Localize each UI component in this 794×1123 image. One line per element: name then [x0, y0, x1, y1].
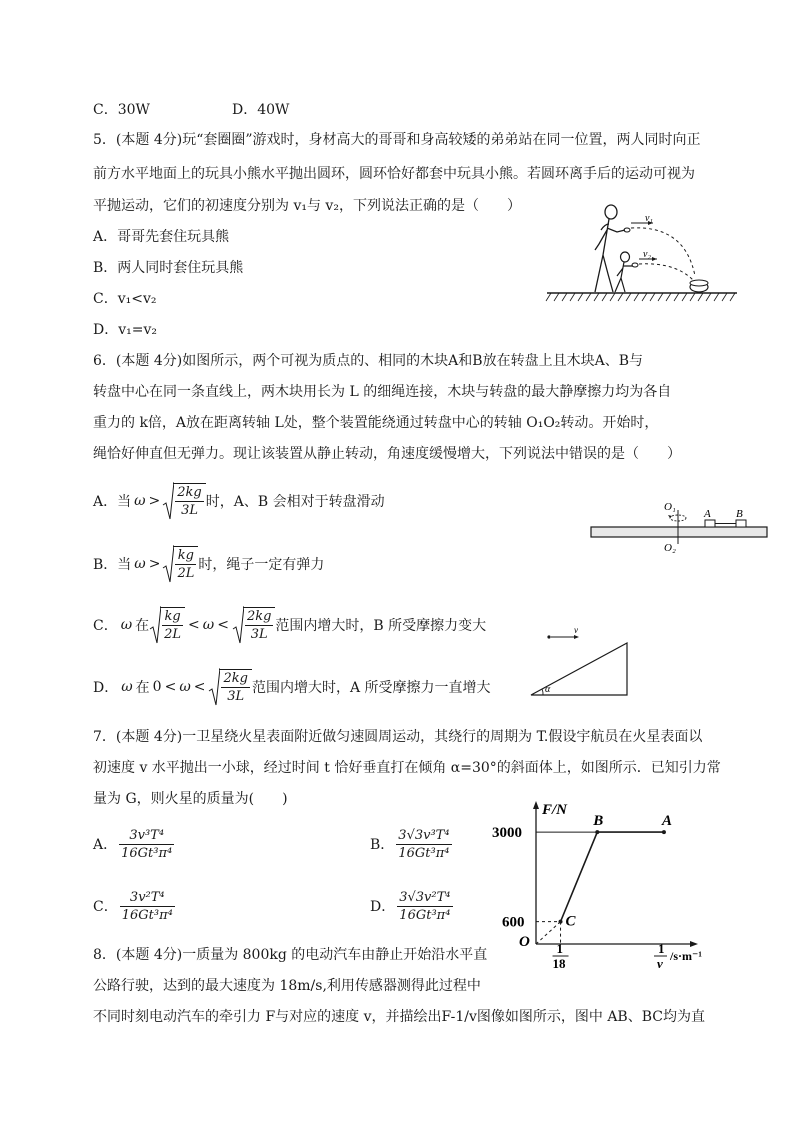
- q6-option-c[interactable]: C． ω 在 $\frac{kg}{2L}$ < ω < $\frac{2kg}{3L}$ 范围内增大时，B 所受摩擦力变大: [93, 604, 486, 646]
- q4-option-d[interactable]: D．40W: [232, 102, 290, 118]
- q5-stem-line1: 5．(本题 4分)玩“套圈圈”游戏时，身材高大的哥哥和身高较矮的弟弟站在同一位置，两人同时向正: [93, 132, 701, 148]
- q6-option-b[interactable]: B．当 ω > $\frac{kg}{2L}$ 时，绳子一定有弹力: [93, 543, 324, 585]
- point-c: [559, 920, 563, 924]
- q8-stem-line2: 公路行驶，达到的最大速度为 18m/s,利用传感器测得此过程中: [93, 978, 481, 994]
- q7-ball: [547, 635, 550, 638]
- q5-option-a[interactable]: A．哥哥先套住玩具熊: [93, 229, 230, 245]
- q6-block-a: [705, 520, 715, 527]
- q6-turntable-disk: [591, 527, 767, 537]
- segment-bc: [561, 832, 598, 922]
- q7-option-c[interactable]: C． $\frac{\text{3v²T⁴}}{\text{16Gt³π⁴}}$: [93, 889, 173, 923]
- x-tick-denominator: 18: [552, 956, 566, 971]
- q5-label-v1: v₁: [645, 213, 653, 224]
- q5-label-v2: v₂: [643, 249, 651, 260]
- sqrt-kg-2L: $\frac{kg}{2L}$: [162, 544, 198, 584]
- q6-label-o2: O₂: [664, 542, 676, 554]
- q6-option-a[interactable]: A．当 ω > $\frac{2kg}{3L}$ 时，A、B 会相对于转盘滑动: [93, 480, 385, 522]
- q6-label-o1: O₁: [664, 501, 676, 513]
- x-tick-numerator: 1: [556, 941, 564, 956]
- q6-label-b: B: [736, 508, 743, 520]
- q7-label-v: v: [574, 625, 578, 635]
- x-axis-label-numerator: 1: [658, 941, 665, 956]
- q5-option-d[interactable]: D．v₁=v₂: [93, 322, 157, 338]
- q5-ring-toss-figure: [545, 200, 740, 305]
- point-label-a: A: [661, 813, 672, 830]
- x-axis-unit: /s·m⁻¹: [670, 949, 702, 963]
- q5-stem-line3: 平抛运动，它们的初速度分别为 v₁与 v₂，下列说法正确的是（ ）: [93, 198, 521, 214]
- q4-option-c[interactable]: C．30W: [93, 102, 150, 118]
- sqrt-2kg-3L: $\frac{2kg}{3L}$: [162, 481, 205, 521]
- q6-stem-line4: 绳恰好伸直但无弹力。现让该装置从静止转动，角速度缓慢增大，下列说法中错误的是（ ）: [93, 446, 681, 462]
- q5-ring-2: [632, 263, 638, 267]
- q6-option-d[interactable]: D． ω 在 0 < ω < $\frac{2kg}{3L}$ 范围内增大时，A 所受摩擦力一直增大: [93, 666, 491, 708]
- q7-stem-line3: 量为 G，则火星的质量为( ): [93, 791, 288, 807]
- q8-stem-line1: 8．(本题 4分)一质量为 800kg 的电动汽车由静止开始沿水平直: [93, 947, 488, 963]
- x-axis-label-denominator: v: [657, 956, 663, 971]
- q6-turntable-figure: [588, 498, 770, 556]
- point-label-c: C: [565, 913, 576, 930]
- q6-stem-line2: 转盘中心在同一条直线上，两木块用长为 L 的细绳连接，木块与转盘的最大静摩擦力均为各自: [93, 384, 672, 400]
- y-tick-3000: 3000: [492, 825, 522, 842]
- q7-option-a[interactable]: A． $\frac{\text{3v³T⁴}}{\text{16Gt³π⁴}}$: [93, 827, 173, 861]
- q5-option-b[interactable]: B．两人同时套住玩具熊: [93, 260, 244, 276]
- q6-block-b: [736, 520, 746, 527]
- y-axis-arrow-icon: [533, 801, 539, 809]
- q7-label-alpha: α: [545, 684, 551, 695]
- point-label-b: B: [593, 813, 604, 830]
- q6-stem-line1: 6．(本题 4分)如图所示，两个可视为质点的、相同的木块A和B放在转盘上且木块A、B与: [93, 353, 643, 369]
- q7-incline-figure: [525, 625, 635, 700]
- point-b: [595, 830, 599, 834]
- origin-label: O: [519, 934, 530, 950]
- q7-stem-line2: 初速度 v 水平抛出一小球，经过时间 t 恰好垂直打在倾角 α=30°的斜面体上，如图所示．已知引力常: [93, 760, 721, 776]
- sqrt-2kg-3L-upper: $\frac{2kg}{3L}$: [232, 605, 275, 645]
- x-axis-arrow-icon: [690, 941, 698, 947]
- q6-stem-line3: 重力的 k倍，A放在距离转轴 L处，整个装置能绕通过转盘中心的转轴 O₁O₂转动。开始时，: [93, 415, 659, 431]
- q7-option-d[interactable]: D． $\frac{\text{3√3v²T⁴}}{\text{16Gt³π⁴}}$: [370, 889, 451, 923]
- sqrt-2kg-3L-d: $\frac{2kg}{3L}$: [208, 667, 251, 707]
- point-a: [662, 830, 666, 834]
- q8-f-vs-inverse-v-chart: [486, 796, 716, 971]
- q5-option-c[interactable]: C．v₁<v₂: [93, 291, 157, 307]
- y-axis-label: F/N: [542, 802, 568, 818]
- q6-label-a: A: [704, 508, 711, 520]
- q5-younger-brother-figure: [615, 252, 633, 292]
- sqrt-kg-2L-lower: $\frac{kg}{2L}$: [149, 605, 185, 645]
- q5-stem-line2: 前方水平地面上的玩具小熊水平抛出圆环，圆环恰好都套中玩具小熊。若圆环离手后的运动可视为: [93, 166, 695, 182]
- q7-stem-line1: 7．(本题 4分)一卫星绕火星表面附近做匀速圆周运动，其绕行的周期为 T.假设宇航员在火星表面以: [93, 729, 703, 745]
- y-tick-600: 600: [502, 914, 525, 931]
- q7-option-b[interactable]: B． $\frac{\text{3√3v³T⁴}}{\text{16Gt³π⁴}}$: [370, 827, 450, 861]
- q8-stem-line3: 不同时刻电动汽车的牵引力 F与对应的速度 v，并描绘出F-1/v图像如图所示，图中 AB、BC均为直: [93, 1009, 705, 1025]
